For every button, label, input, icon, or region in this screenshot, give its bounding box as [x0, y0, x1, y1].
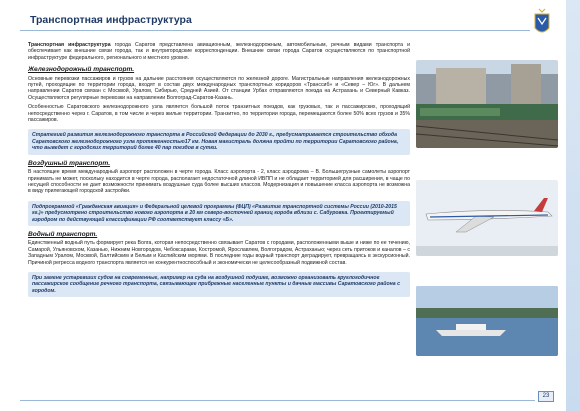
rail-highlight-box: Стратегией развития железнодорожного транспорта в Российской Федерации до 2030 г., предусматривается строительство обхода Саратовского железнодорожного узла протяженностью17 км. Новая магистраль должна пройти по территории Саратовского района, что выведет с городских территорий более 40 пар поездов в сутки.	[28, 129, 410, 154]
air-section-title: Воздушный транспорт.	[28, 159, 111, 167]
air-paragraph-1: В настоящее время международный аэропорт расположен в черте города. Класс аэропорта - 2, класс аэродрома – В. Большегрузные самолеты аэропорт принимать не может, поскольку находится в черте города, располагает недостаточной длиной ИВПП и не обладает территорией для расширения, в чаще по несущей способности не дает возможности принимать воздушные суда более высших классов. Модернизация и повышение класса аэропорта не возможна в виду прилегающей городской застройки.	[28, 169, 410, 195]
intro-text: города Саратов представлена авиационным, железнодорожным, автомобильным, речным видами транспорта и обеспечивает как внешние связи города, так и внутригородские корреспонденции. Внешние связи города Саратов осуществляются по транспортной инфраструктуре федерального, регионального и местного уровня.	[28, 42, 411, 61]
side-decoration	[566, 0, 580, 411]
main-content	[28, 42, 410, 303]
river-photo	[416, 286, 558, 356]
coat-of-arms-icon	[534, 8, 550, 38]
rail-paragraph-2: Особенностью Саратовского железнодорожного узла является большой поток транзитных поездов, как грузовых, так и пассажирских, проходящий непосредственно через г. Саратов, в том числе и через жилые территории. Транзитно, по территории города, перемещаются более 50% всех грузов и 35% пассажиров.	[28, 104, 410, 124]
water-paragraph-1: Единственный водный путь формирует река Волга, которая непосредственно связывает Саратов с городами, расположенными выше и ниже по ее течению, Самарой, Ульяновском, Казанью, Нижним Новгородом, Чебоксарами, Костромой, Ярославлем, Волгоградом, Астраханью; через сеть притоков и каналов – с Западным Уралом, Москвой, Балтийским и Белым и Каспийским морями. В последние годы водный транспорт деградирует, превращаясь в экскурсионный. Причиной регресса водного транспорта является не конкурентноспособный и экономически не целесообразный подвижной состав.	[28, 240, 410, 266]
air-highlight-box: Подпрограммой «Гражданская авиация» и Федеральной целевой программы (ФЦП) «Развитие транспортной системы России (2010-2015 гг.)» предусмотрено строительство нового аэропорта в 20 км северо-восточней границ города вблизи с. Сабуровка. Проектируемый аэродром по действующей классификации РФ соответствует классу «Б».	[28, 201, 410, 226]
rail-paragraph-1: Основные перевозки пассажиров и грузов на дальние расстояния осуществляются по железной дороге. Магистральные направления железнодорожных путей, проходящие по территории города, входят в состав двух международных транспортных коридоров «Транссиб» и «Север – Юг». В дальнем направлении Саратов связан с Москвой, Уралом, Сибирью, Средней Азией. От станции Урбах отправляются поезда на Астрахань и Северный Кавказ. Осуществляются регулярные перевозки на направлении Волгоград-Саратов-Казань.	[28, 75, 410, 101]
intro-paragraph	[28, 42, 410, 61]
page-header	[20, 12, 530, 31]
water-highlight-box: При замене устаревших судов на современные, например на суда на воздушной подушке, возможно организовать круглогодичное пассажирское сообщение речного транспорта, связывающее прибрежные населенные пункты и дачные массивы Саратовского района с городом.	[28, 272, 410, 297]
page-number: 23	[538, 391, 554, 402]
intro-lead: Транспортная инфраструктура	[28, 42, 111, 48]
airplane-photo	[416, 180, 558, 256]
footer-divider	[20, 400, 535, 401]
page-title: Транспортная инфраструктура	[30, 14, 192, 26]
rail-section-title: Железнодорожный транспорт.	[28, 66, 135, 74]
water-section-title: Водный транспорт.	[28, 230, 98, 238]
train-station-photo	[416, 60, 558, 148]
